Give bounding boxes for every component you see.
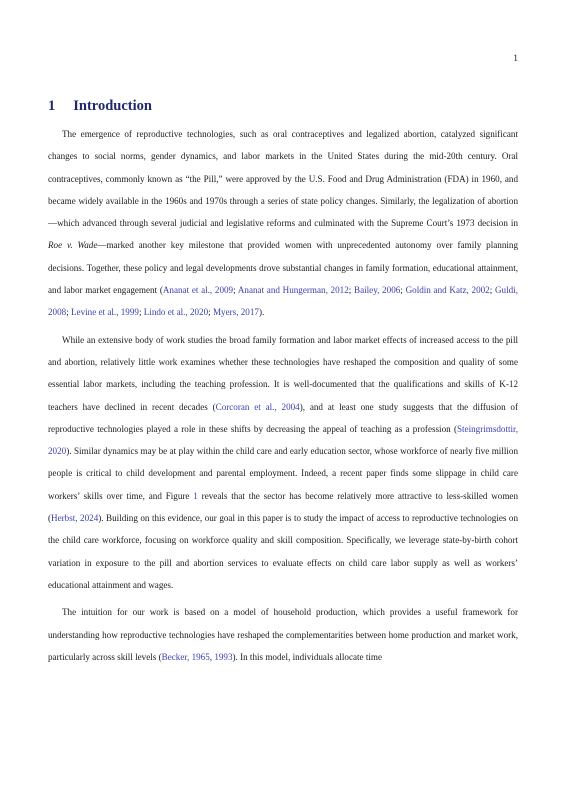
citation-separator: ; — [208, 307, 213, 318]
section-title: Introduction — [73, 98, 152, 114]
citation-link[interactable]: Myers, 2017 — [212, 307, 259, 318]
page-number: 1 — [513, 54, 518, 64]
section-heading — [48, 98, 518, 115]
citation-separator: ; — [348, 285, 354, 296]
p3-text-1: The intuition for our work is based on a model of household production, which provides a useful framework for understanding how reproductive technologies have reshaped the complementarities between home production and market work, particularly across skill levels ( — [48, 607, 518, 662]
citation-link[interactable]: Becker, 1965 — [161, 651, 210, 662]
citation-separator: ; — [66, 307, 71, 318]
citation-separator: ; — [138, 307, 144, 318]
p1-text-1: The emergence of reproductive technologies, such as oral contraceptives and legalized abortion, catalyzed significant changes to social norms, gender dynamics, and labor markets in the United States during the mid-20th century. Oral contraceptives, commonly known as “the Pill,” were approved by the U.S. Food and Drug Administration (FDA) in 1960, and became widely available in the 1960s and 1970s through a series of state policy changes. Similarly, the legalization of abortion—which advanced through several judicial and legislative reforms and culminated with the Supreme Court’s 1973 decision in — [48, 129, 518, 229]
citation-separator: ; — [400, 285, 406, 296]
citation-link[interactable]: Herbst, 2024 — [51, 513, 99, 524]
paragraph-2 — [48, 329, 518, 597]
p2-text-4: reveals that the sector has become relatively more attractive to less-skilled women ( — [48, 490, 518, 524]
p3-text-2: ). In this model, individuals allocate time — [232, 651, 383, 662]
paragraph-1 — [48, 123, 518, 324]
citation-link[interactable]: Bailey, 2006 — [354, 285, 401, 296]
citation-link[interactable]: 1993 — [214, 651, 233, 662]
figure-reference-link[interactable]: 1 — [193, 490, 198, 501]
paragraph-3 — [48, 601, 518, 668]
citation-link[interactable]: Ananat and Hungerman, 2012 — [237, 285, 349, 296]
p2-text-1: While an extensive body of work studies the broad family formation and labor market effects of increased access to the pill and abortion, relatively little work examines whether these technologies have reshaped the composition and quality of some essential labor markets, including the teaching profession. It is well-documented that the qualifications and skills of K-12 teachers have declined in recent decades ( — [48, 334, 518, 412]
p2-text-2: ), and at least one study suggests that the diffusion of reproductive technologies played a role in these shifts by decreasing the appeal of teaching as a profession ( — [48, 401, 518, 434]
citation-link[interactable]: Levine et al., 1999 — [71, 307, 139, 318]
section-number: 1 — [48, 98, 56, 114]
citation-separator: ; — [233, 285, 238, 296]
p1-text-2: —marked another key milestone that provided women with unprecedented autonomy over family planning decisions. Together, these policy and legal developments drove substantial changes in family formation, educational attainment, and labor market engagement ( — [48, 240, 518, 296]
citation-link[interactable]: Lindo et al., 2020 — [143, 307, 209, 318]
citation-link[interactable]: Corcoran et al., 2004 — [215, 401, 300, 412]
p1-close: ). — [258, 307, 265, 318]
p2-text-5: ). Building on this evidence, our goal in this paper is to study the impact of access to reproductive technologies on the child care workforce, focusing on workforce quality and skill composition. Specifically, we leverage state-by-birth cohort variation in exposure to the pill and abortion services to evaluate effects on child care labor supply as well as workers’ educational attainment and wages. — [48, 513, 519, 590]
citation-separator: ; — [489, 285, 495, 296]
citation-link[interactable]: Steingrimsdottir, 2020 — [48, 423, 518, 457]
page-content — [48, 98, 518, 673]
citation-link[interactable]: Ananat et al., 2009 — [162, 285, 234, 296]
citation-separator: , — [209, 651, 215, 662]
p2-text-3: ). Similar dynamics may be at play within the child care and early education sector, whose workforce of nearly five million people is critical to child development and parental employment. Indeed, a recent paper finds some slippage in child care workers’ skills over time, and Figure — [48, 446, 518, 501]
citation-link[interactable]: Goldin and Katz, 2002 — [405, 285, 490, 296]
case-name: Roe v. Wade — [48, 240, 98, 251]
citation-link[interactable]: Guldi, 2008 — [48, 285, 518, 318]
